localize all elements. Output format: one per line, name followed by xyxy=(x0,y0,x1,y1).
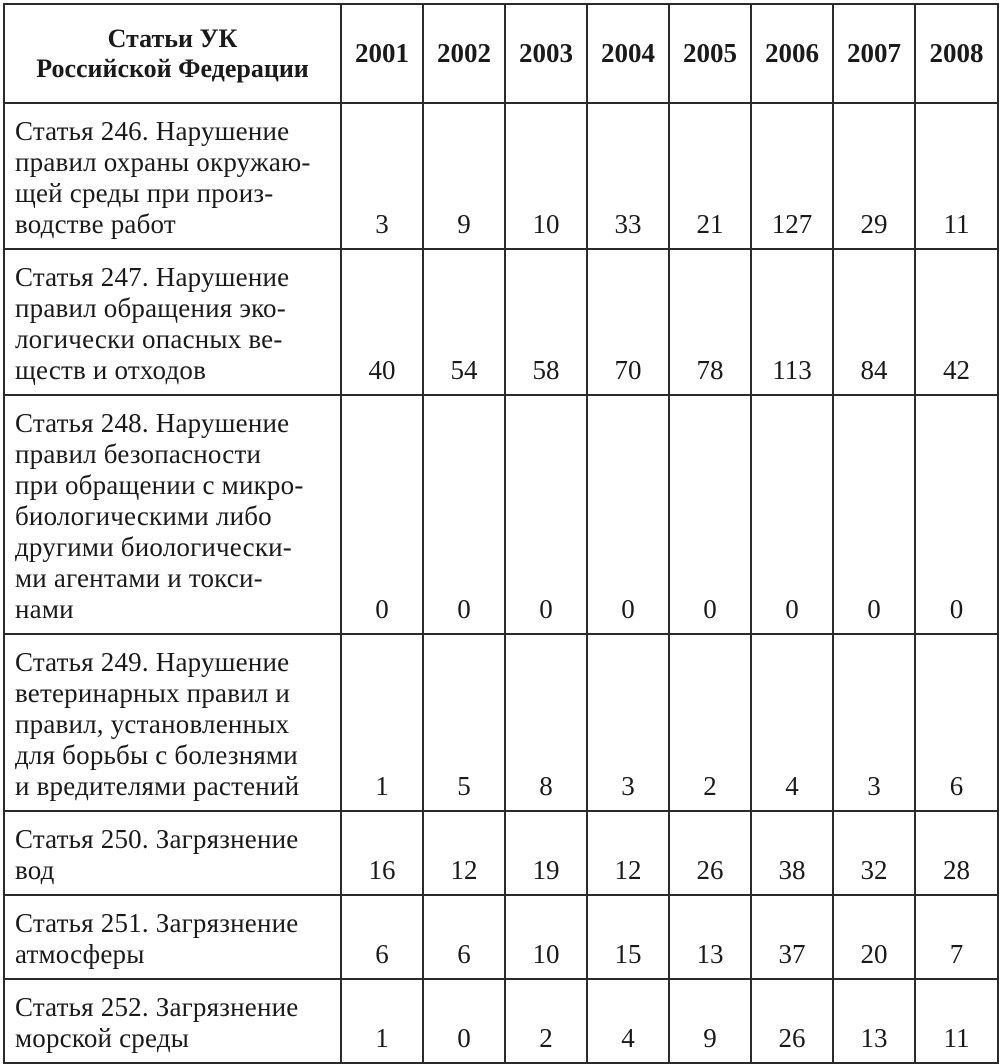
value-cell: 0 xyxy=(915,395,998,634)
value-cell: 19 xyxy=(505,811,587,895)
value-cell: 0 xyxy=(505,395,587,634)
value-cell: 0 xyxy=(669,395,751,634)
value-cell: 26 xyxy=(751,979,833,1063)
value-cell: 12 xyxy=(587,811,669,895)
header-year: 2005 xyxy=(669,4,751,103)
value-cell: 78 xyxy=(669,249,751,395)
value-cell: 84 xyxy=(833,249,915,395)
value-cell: 26 xyxy=(669,811,751,895)
table-row xyxy=(4,103,998,249)
value-cell: 5 xyxy=(423,634,505,811)
header-year: 2006 xyxy=(751,4,833,103)
value-cell: 21 xyxy=(669,103,751,249)
value-cell: 7 xyxy=(915,895,998,979)
value-cell: 12 xyxy=(423,811,505,895)
value-cell: 113 xyxy=(751,249,833,395)
value-cell: 32 xyxy=(833,811,915,895)
value-cell: 8 xyxy=(505,634,587,811)
header-year: 2008 xyxy=(915,4,998,103)
value-cell: 4 xyxy=(587,979,669,1063)
value-cell: 37 xyxy=(751,895,833,979)
crimes-table xyxy=(3,3,999,1064)
article-cell: Статья 249. Нарушение ветеринарных правил и правил, установленных для борьбы с болезнями и вредителями растений xyxy=(4,634,341,811)
value-cell: 40 xyxy=(341,249,423,395)
table-row xyxy=(4,979,998,1063)
header-year: 2001 xyxy=(341,4,423,103)
header-year: 2003 xyxy=(505,4,587,103)
header-year: 2002 xyxy=(423,4,505,103)
value-cell: 6 xyxy=(423,895,505,979)
value-cell: 1 xyxy=(341,634,423,811)
article-cell: Статья 250. Загрязнение вод xyxy=(4,811,341,895)
article-cell: Статья 248. Нарушение правил безопасности при обращении с микро- биологическими либо другими биологически- ми агентами и токси- нами xyxy=(4,395,341,634)
value-cell: 20 xyxy=(833,895,915,979)
header-year: 2004 xyxy=(587,4,669,103)
value-cell: 29 xyxy=(833,103,915,249)
article-cell: Статья 252. Загрязнение морской среды xyxy=(4,979,341,1063)
value-cell: 38 xyxy=(751,811,833,895)
value-cell: 3 xyxy=(833,634,915,811)
value-cell: 9 xyxy=(423,103,505,249)
header-year: 2007 xyxy=(833,4,915,103)
header-row xyxy=(4,4,998,103)
value-cell: 0 xyxy=(833,395,915,634)
value-cell: 11 xyxy=(915,979,998,1063)
value-cell: 15 xyxy=(587,895,669,979)
value-cell: 13 xyxy=(833,979,915,1063)
header-article: Статьи УК Российской Федерации xyxy=(4,4,341,103)
value-cell: 0 xyxy=(423,395,505,634)
value-cell: 0 xyxy=(341,395,423,634)
table-row xyxy=(4,395,998,634)
article-cell: Статья 246. Нарушение правил охраны окружаю- щей среды при произ- водстве работ xyxy=(4,103,341,249)
value-cell: 42 xyxy=(915,249,998,395)
value-cell: 0 xyxy=(751,395,833,634)
value-cell: 6 xyxy=(915,634,998,811)
table-row xyxy=(4,249,998,395)
value-cell: 58 xyxy=(505,249,587,395)
value-cell: 2 xyxy=(505,979,587,1063)
value-cell: 54 xyxy=(423,249,505,395)
article-cell: Статья 247. Нарушение правил обращения эко- логически опасных ве- ществ и отходов xyxy=(4,249,341,395)
table-row xyxy=(4,634,998,811)
value-cell: 9 xyxy=(669,979,751,1063)
value-cell: 1 xyxy=(341,979,423,1063)
value-cell: 11 xyxy=(915,103,998,249)
value-cell: 28 xyxy=(915,811,998,895)
value-cell: 10 xyxy=(505,103,587,249)
value-cell: 0 xyxy=(587,395,669,634)
value-cell: 0 xyxy=(423,979,505,1063)
value-cell: 16 xyxy=(341,811,423,895)
value-cell: 127 xyxy=(751,103,833,249)
table-row xyxy=(4,811,998,895)
value-cell: 13 xyxy=(669,895,751,979)
value-cell: 70 xyxy=(587,249,669,395)
table-row xyxy=(4,895,998,979)
article-cell: Статья 251. Загрязнение атмосферы xyxy=(4,895,341,979)
value-cell: 2 xyxy=(669,634,751,811)
value-cell: 3 xyxy=(587,634,669,811)
value-cell: 6 xyxy=(341,895,423,979)
value-cell: 10 xyxy=(505,895,587,979)
value-cell: 4 xyxy=(751,634,833,811)
value-cell: 33 xyxy=(587,103,669,249)
value-cell: 3 xyxy=(341,103,423,249)
